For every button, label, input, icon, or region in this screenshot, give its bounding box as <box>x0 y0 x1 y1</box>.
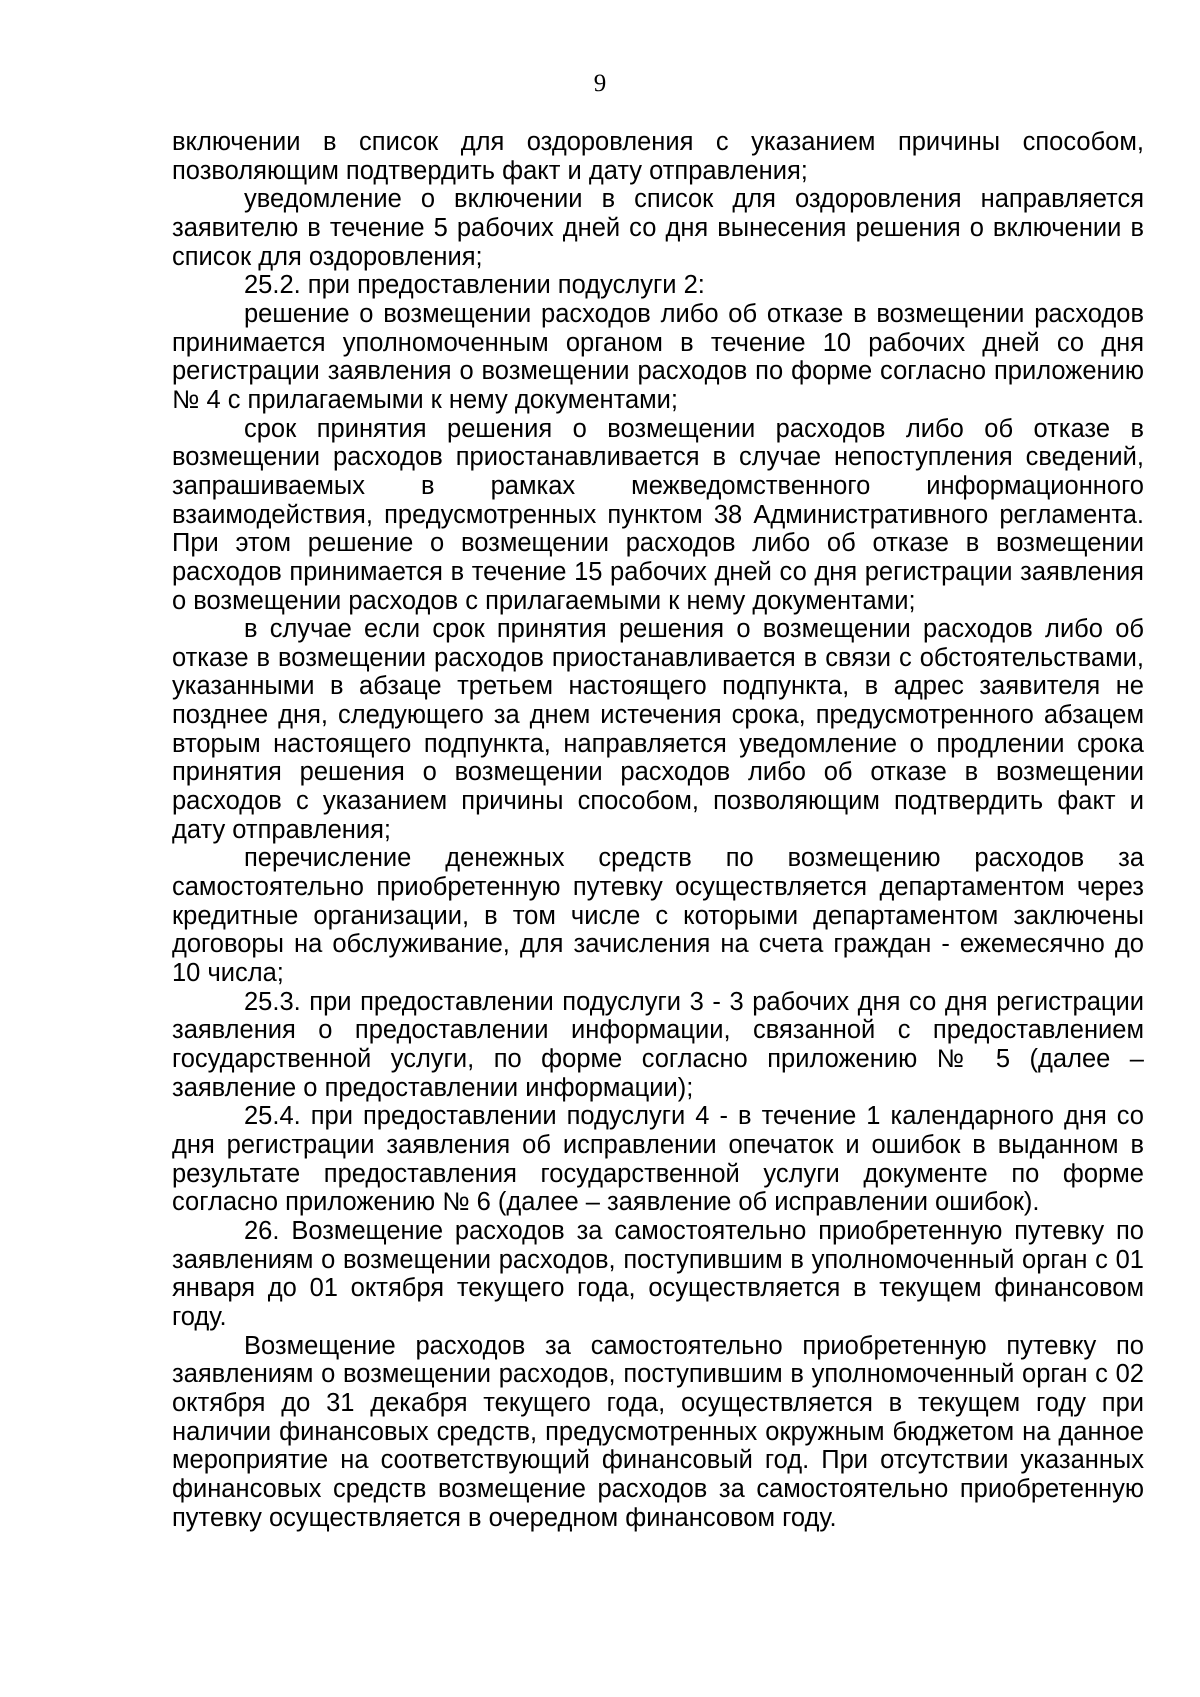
document-body <box>172 128 1144 1532</box>
page-number: 9 <box>593 70 607 97</box>
paragraph: 25.3. при предоставлении подуслуги 3 - 3 рабочих дня со дня регистрации заявления о предоставлении информации, связанной с предоставлением государственной услуги, по форме согласно приложению № 5 (далее – заявление о предоставлении информации); <box>172 987 1144 1102</box>
paragraph: срок принятия решения о возмещении расходов либо об отказе в возмещении расходов приостанавливается в случае непоступления сведений, запрашиваемых в рамках межведомственного информационного взаимодействия, предусмотренных пунктом 38 Административного регламента. При этом решение о возмещении расходов либо об отказе в возмещении расходов принимается в течение 15 рабочих дней со дня регистрации заявления о возмещении расходов с прилагаемыми к нему документами; <box>172 414 1144 615</box>
paragraph: уведомление о включении в список для оздоровления направляется заявителю в течение 5 рабочих дней со дня вынесения решения о включении в список для оздоровления; <box>172 185 1144 271</box>
paragraph: Возмещение расходов за самостоятельно приобретенную путевку по заявлениям о возмещении расходов, поступившим в уполномоченный орган с 02 октября до 31 декабря текущего года, осуществляется в текущем году при наличии финансовых средств, предусмотренных окружным бюджетом на данное мероприятие на соответствующий финансовый год. При отсутствии указанных финансовых средств возмещение расходов за самостоятельно приобретенную путевку осуществляется в очередном финансовом году. <box>172 1331 1144 1532</box>
paragraph: решение о возмещении расходов либо об отказе в возмещении расходов принимается уполномоченным органом в течение 10 рабочих дней со дня регистрации заявления о возмещении расходов по форме согласно приложению № 4 с прилагаемыми к нему документами; <box>172 299 1144 414</box>
paragraph: в случае если срок принятия решения о возмещении расходов либо об отказе в возмещении расходов приостанавливается в связи с обстоятельствами, указанными в абзаце третьем настоящего подпункта, в адрес заявителя не позднее дня, следующего за днем истечения срока, предусмотренного абзацем вторым настоящего подпункта, направляется уведомление о продлении срока принятия решения о возмещении расходов либо об отказе в возмещении расходов с указанием причины способом, позволяющим подтвердить факт и дату отправления; <box>172 615 1144 844</box>
paragraph: перечисление денежных средств по возмещению расходов за самостоятельно приобретенную путевку осуществляется департаментом через кредитные организации, в том числе с которыми департаментом заключены договоры на обслуживание, для зачисления на счета граждан - ежемесячно до 10 числа; <box>172 844 1144 988</box>
paragraph: 25.2. при предоставлении подуслуги 2: <box>244 271 705 300</box>
paragraph: 26. Возмещение расходов за самостоятельно приобретенную путевку по заявлениям о возмещении расходов, поступившим в уполномоченный орган с 01 января до 01 октября текущего года, осуществляется в текущем финансовом году. <box>172 1216 1144 1331</box>
paragraph: 25.4. при предоставлении подуслуги 4 - в течение 1 календарного дня со дня регистрации заявления об исправлении опечаток и ошибок в выданном в результате предоставления государственной услуги документе по форме согласно приложению № 6 (далее – заявление об исправлении ошибок). <box>172 1102 1144 1217</box>
paragraph: включении в список для оздоровления с указанием причины способом, позволяющим подтвердить факт и дату отправления; <box>172 128 1144 185</box>
